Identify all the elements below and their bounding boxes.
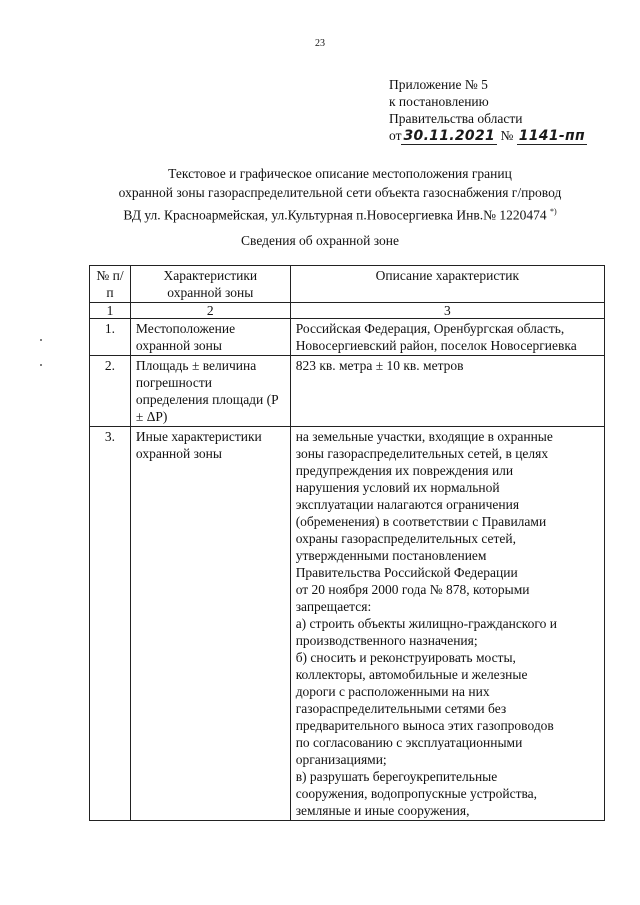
description-line: охраны газораспределительных сетей,: [295, 531, 516, 546]
description-line: Правительства Российской Федерации: [295, 565, 518, 580]
appendix-line-1: Приложение № 5: [389, 77, 488, 92]
index-cell: 3: [290, 303, 604, 319]
description-line: по согласованию с эксплуатационными: [295, 735, 523, 750]
footnote-mark: *): [550, 207, 557, 216]
row-number: 3.: [90, 427, 131, 821]
title-line-2: охранной зоны газораспределительной сети объекта газоснабжения г/провод: [118, 185, 562, 200]
scan-artifact-dot: [40, 339, 42, 341]
protected-zone-table: [89, 265, 605, 821]
description-line: в) разрушать берегоукрепительные: [295, 769, 498, 784]
table-header-row: [90, 266, 605, 303]
row-number: 2.: [90, 356, 131, 427]
title-line-3: [60, 202, 620, 225]
description-line: от 20 ноября 2000 года № 878, которыми: [295, 582, 530, 597]
description-line: газораспределительными сетями без: [295, 701, 507, 716]
title-line-1: Текстовое и графическое описание местоположения границ: [168, 166, 512, 181]
appendix-date-line: [389, 127, 587, 145]
description-line: нарушения условий их нормальной: [295, 480, 500, 495]
description-line: предупреждения их повреждения или: [295, 463, 514, 478]
row-characteristic: Местоположение охранной зоны: [130, 319, 290, 356]
page-number: 23: [315, 38, 325, 49]
from-prefix: от: [389, 128, 402, 143]
handwritten-number: 1141-пп: [518, 128, 585, 144]
description-line: зоны газораспределительных сетей, в целях: [295, 446, 549, 461]
table-row: [90, 356, 605, 427]
description-line: предварительного выноса этих газопроводов: [295, 718, 554, 733]
description-line: коллекторы, автомобильные и железные: [295, 667, 528, 682]
row-characteristic: Площадь ± величина погрешности определения площади (P ± ΔP): [130, 356, 290, 427]
row-description: [290, 427, 604, 821]
row-description: Российская Федерация, Оренбургская область, Новосергиевский район, поселок Новосергиевка: [290, 319, 604, 356]
section-title: Сведения об охранной зоне: [241, 233, 399, 248]
handwritten-date: 30.11.2021: [403, 128, 496, 144]
appendix-block: [389, 76, 587, 145]
description-line: производственного назначения;: [295, 633, 478, 648]
description-line: б) сносить и реконструировать мосты,: [295, 650, 516, 665]
description-line: на земельные участки, входящие в охранные: [295, 429, 553, 444]
index-cell: 1: [90, 303, 131, 319]
description-line: дороги с расположенными на них: [295, 684, 490, 699]
title-line-3-text: ВД ул. Красноармейская, ул.Культурная п.Новосергиевка Инв.№ 1220474: [123, 207, 547, 223]
document-title: [60, 164, 620, 225]
description-line: (обременения) в соответствии с Правилами: [295, 514, 547, 529]
scan-artifact-dot: [40, 364, 42, 366]
header-characteristic: Характеристики охранной зоны: [130, 266, 290, 303]
header-description: Описание характеристик: [290, 266, 604, 303]
description-line: эксплуатации налагаются ограничения: [295, 497, 520, 512]
row-number: 1.: [90, 319, 131, 356]
row-characteristic: Иные характеристики охранной зоны: [130, 427, 290, 821]
table-index-row: [90, 303, 605, 319]
description-line: а) строить объекты жилищно-гражданского и: [295, 616, 557, 631]
description-line: организациями;: [295, 752, 387, 767]
appendix-line-3: Правительства области: [389, 111, 523, 126]
table-row: [90, 427, 605, 821]
header-number: № п/п: [90, 266, 131, 303]
description-line: сооружения, водопропускные устройства,: [295, 786, 538, 801]
index-cell: 2: [130, 303, 290, 319]
number-prefix: №: [500, 128, 514, 143]
table-row: [90, 319, 605, 356]
appendix-line-2: к постановлению: [389, 94, 489, 109]
description-line: запрещается:: [295, 599, 372, 614]
description-line: земляные и иные сооружения,: [295, 803, 470, 818]
row-description: 823 кв. метра ± 10 кв. метров: [290, 356, 604, 427]
description-line: утвержденными постановлением: [295, 548, 487, 563]
